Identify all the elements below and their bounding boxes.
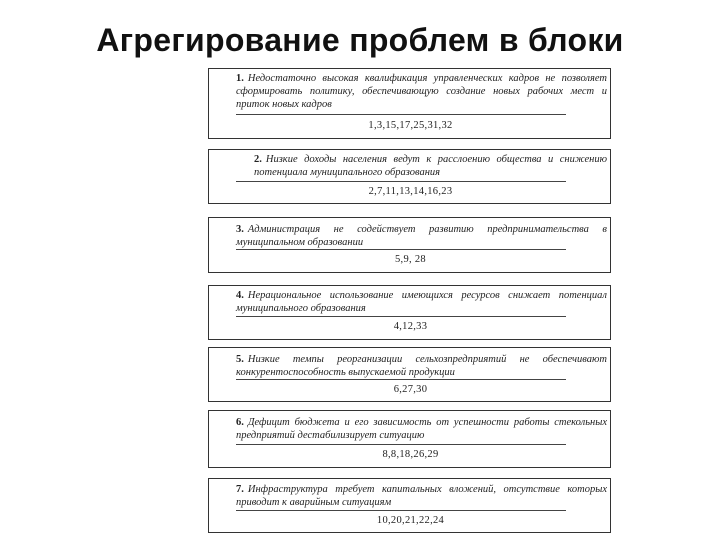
block-codes: 5,9, 28 [395,254,426,265]
block-number: 6. [236,417,244,428]
divider-line [236,379,566,380]
block-number: 2. [254,154,262,165]
problem-block-2 [208,149,611,204]
problem-block-5 [208,347,611,402]
block-text [236,483,607,509]
block-text [236,353,607,379]
block-description: Низкие темпы реорганизации сельхозпредприятий не обеспечивают конкурентоспособность выпускаемой продукции [236,354,607,378]
block-text [236,289,607,315]
block-number: 3. [236,224,244,235]
block-description: Дефицит бюджета и его зависимость от успешности работы стекольных предприятий дестабилизирует ситуацию [236,417,607,441]
block-number: 7. [236,484,244,495]
block-description: Инфраструктура требует капитальных вложений, отсутствие которых приводит к аварийным ситуациям [236,484,607,508]
block-codes: 6,27,30 [393,384,428,395]
divider-line [236,114,566,115]
problem-block-3 [208,217,611,273]
block-codes: 1,3,15,17,25,31,32 [368,120,453,131]
problem-block-7 [208,478,611,533]
block-text [236,223,607,249]
divider-line [236,249,566,250]
divider-line [236,510,566,511]
problem-block-4 [208,285,611,340]
divider-line [236,444,566,445]
block-description: Администрация не содействует развитию предпринимательства в муниципальном образовании [236,224,607,248]
block-codes: 2,7,11,13,14,16,23 [368,186,453,197]
block-number: 5. [236,354,244,365]
problem-block-1 [208,68,611,139]
block-description: Нерациональное использование имеющихся ресурсов снижает потенциал муниципального образования [236,290,607,314]
block-number: 1. [236,73,244,84]
block-codes: 8,8,18,26,29 [382,449,439,460]
block-text [254,153,607,179]
block-codes: 4,12,33 [393,321,428,332]
block-codes: 10,20,21,22,24 [376,515,445,526]
block-description: Недостаточно высокая квалификация управленческих кадров не позволяет сформировать политику, обеспечивающую создание новых рабочих мест и приток новых кадров [236,73,607,110]
block-text [236,72,607,111]
block-text [236,416,607,442]
block-number: 4. [236,290,244,301]
problem-block-6 [208,410,611,468]
block-description: Низкие доходы населения ведут к расслоению общества и снижению потенциала муниципального образования [254,154,607,178]
page-title: Агрегирование проблем в блоки [96,22,624,58]
divider-line [236,316,566,317]
divider-line [236,181,566,182]
